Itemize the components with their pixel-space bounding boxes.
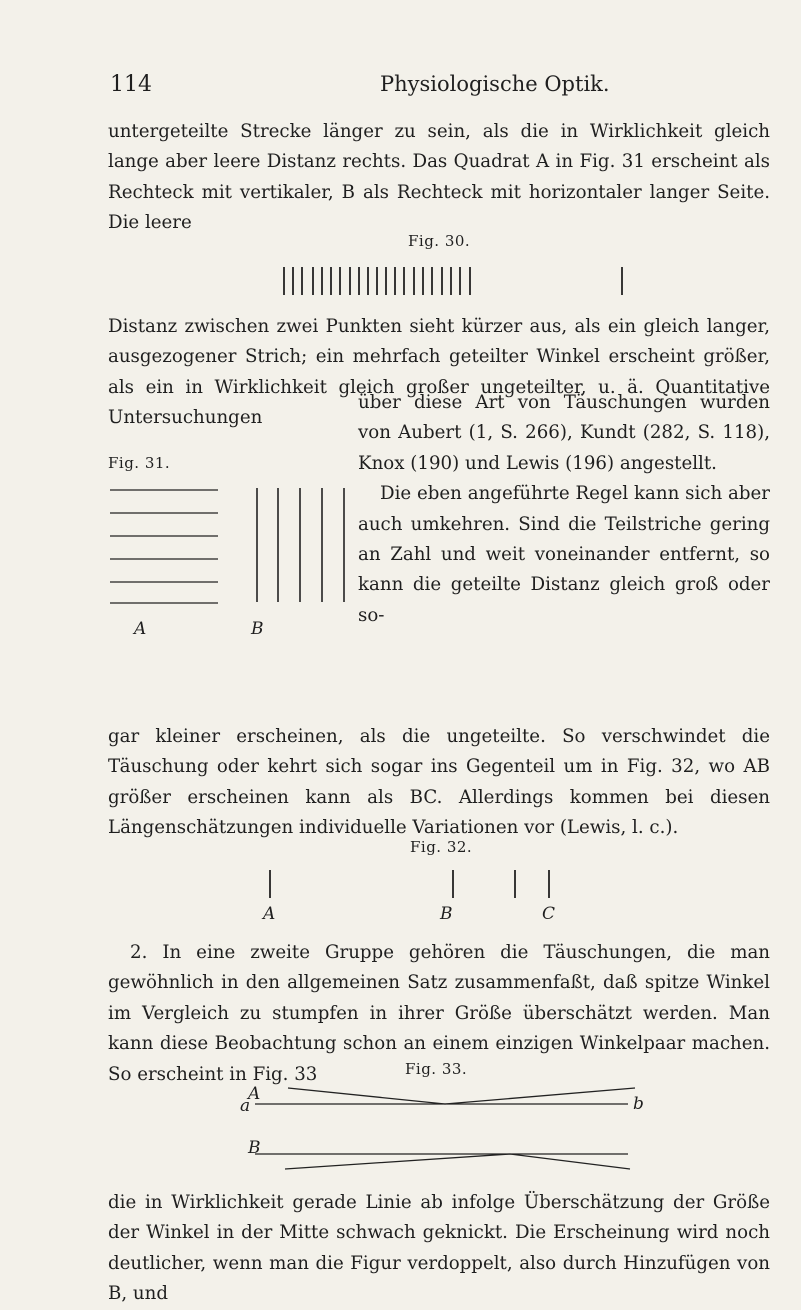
side-text-2: Die eben angeführte Regel kann sich aber auch umkehren. Sind die Teilstriche gering an Zahl und weit voneinander entfernt, so kann die geteilte Distanz gleich groß oder so- (358, 483, 770, 626)
fig33-caption: Fig. 33. (405, 1060, 468, 1078)
paragraph-5 (108, 1188, 770, 1310)
fig30-diagram (270, 262, 640, 302)
paragraph-5-text: die in Wirklichkeit gerade Linie ab infolge Überschätzung der Größe der Winkel in der Mitte schwach geknickt. Die Erscheinung wird noch deutlicher, wenn man die Figur verdoppelt, also durch Hinzufügen von B, und (108, 1192, 770, 1305)
fig33-angle-a (288, 1088, 635, 1104)
fig32-diagram (260, 866, 580, 906)
fig30-caption: Fig. 30. (408, 232, 471, 250)
paragraph-4-text: 2. In eine zweite Gruppe gehören die Täuschungen, die man gewöhnlich in den allgemeinen Satz zusammenfaßt, daß spitze Winkel im Vergleich zu stumpfen in ihrer Größe überschätzt werden. Man kann diese Beobachtung schon an einem einzigen Winkelpaar machen. So erscheint in Fig. 33 (108, 942, 770, 1085)
fig31-label-b: B (251, 619, 264, 639)
fig31-label-a: A (134, 619, 147, 639)
fig32-label-b: B (440, 904, 453, 924)
paragraph-3 (108, 722, 770, 844)
fig31-side-text (358, 388, 770, 631)
fig33-diagram (230, 1082, 670, 1172)
fig32-label-a: A (263, 904, 276, 924)
fig33-label-b: b (633, 1094, 644, 1114)
paragraph-2-text: Distanz zwischen zwei Punkten sieht kürzer aus, als ein gleich langer, ausgezogener Strich; ein mehrfach geteilter Winkel erscheint größer, als ein in Wirklichkeit gleich großer ungeteilter, u. ä. Quantitative Untersuchungen (108, 316, 770, 429)
running-title: Physiologische Optik. (380, 72, 610, 96)
fig31-diagram (108, 482, 358, 612)
fig33-label-B: B (248, 1138, 261, 1158)
paragraph-1 (108, 117, 770, 239)
fig33-label-A: A (248, 1084, 261, 1104)
fig33-label-a: a (240, 1096, 251, 1116)
paragraph-3-text: gar kleiner erscheinen, als die ungeteilte. So verschwindet die Täuschung oder kehrt sich sogar ins Gegenteil um in Fig. 32, wo AB größer erscheinen kann als BC. Allerdings kommen bei diesen Längenschätzungen individuelle Variationen vor (Lewis, l. c.). (108, 726, 770, 839)
fig33-angle-b (285, 1154, 630, 1169)
page-number: 114 (110, 72, 152, 97)
fig31-caption: Fig. 31. (108, 454, 171, 472)
fig32-caption: Fig. 32. (410, 838, 473, 856)
fig31-section (108, 392, 770, 714)
side-text-1: über diese Art von Täuschungen wurden von Aubert (1, S. 266), Kundt (282, S. 118), Knox (190) und Lewis (196) angestellt. (358, 392, 770, 474)
fig32-label-c: C (542, 904, 556, 924)
page-header (110, 72, 741, 106)
paragraph-1-text: untergeteilte Strecke länger zu sein, als die in Wirklichkeit gleich lange aber leere Distanz rechts. Das Quadrat A in Fig. 31 erscheint als Rechteck mit vertikaler, B als Rechteck mit horizontaler langer Seite. Die leere (108, 121, 770, 234)
